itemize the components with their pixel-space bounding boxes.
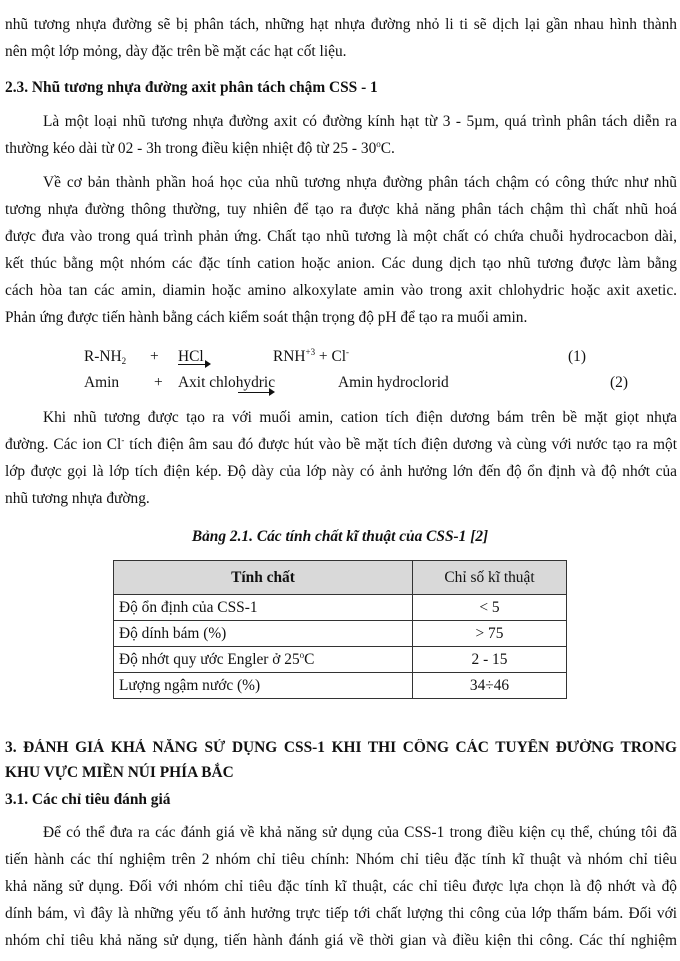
section-heading-3-1: 3.1. Các chỉ tiêu đánh giá [5, 791, 171, 808]
eq-product [273, 348, 349, 366]
text: Độ nhớt quy ước Engler ở 25 [119, 650, 300, 668]
text: thường kéo dài từ 02 - 3h trong điều kiện nhiệt độ từ 25 - 30 [5, 140, 377, 157]
eq-reagent: HCl [178, 348, 204, 365]
text: C. [380, 140, 395, 157]
property-cell: Lượng ngậm nước (%) [114, 673, 413, 699]
paragraph-line: kết thúc bằng một nhóm các đặc tính cation hoặc anion. Các dung dịch tạo nhũ tương được làm bằng [5, 255, 677, 272]
paragraph-line: Là một loại nhũ tương nhựa đường axit có đường kính hạt từ 3 - 5µm, quá trình phân tách diễn ra [43, 113, 677, 130]
eq-number: (1) [568, 348, 586, 365]
eq-plus: + [154, 374, 163, 391]
paragraph-line: Để có thể đưa ra các đánh giá về khả năng sử dụng của CSS-1 trong điều kiện cụ thể, chúng tôi đã [43, 824, 677, 841]
paragraph-line: tương nhựa đường thông thường, tuy nhiên để tạo ra được khả năng phân tách chậm thì chất nhũ hoá [5, 201, 677, 218]
superscript: - [121, 436, 125, 445]
table-header-row [114, 561, 567, 595]
eq-product: Amin hydroclorid [338, 374, 449, 391]
paragraph-line: Khi nhũ tương được tạo ra với muối amin, cation tích điện dương bám trên bề mặt giọt nhựa [43, 409, 677, 426]
paragraph-line: nên một lớp mỏng, dày đặc trên bề mặt các hạt cốt liệu. [5, 43, 347, 60]
paragraph-line [5, 140, 677, 158]
paragraph-line: nhũ tương nhựa đường. [5, 490, 150, 507]
properties-table [113, 560, 567, 699]
section-heading-3: 3. ĐÁNH GIÁ KHẢ NĂNG SỬ DỤNG CSS-1 KHI THI CÔNG CÁC TUYẾN ĐƯỜNG TRONG [5, 739, 677, 756]
table-row [114, 673, 567, 699]
paragraph-line: được đưa vào trong quá trình phản ứng. Chất tạo nhũ tương là một chất có chứa chuỗi hydrocacbon dài, [5, 228, 677, 245]
paragraph-line: lớp được gọi là lớp tích điện kép. Độ dày của lớp này có ảnh hưởng lớn đến độ ổn định và độ nhớt của [5, 463, 677, 480]
eq-number: (2) [610, 374, 628, 391]
superscript: - [346, 347, 349, 357]
paragraph-line: dính bám, vì đây là những yếu tố ảnh hưởng trực tiếp tới chất lượng thi công của lớp thấm bám. Đối với [5, 905, 677, 922]
paragraph-line: cách hòa tan các amin, diamin hoặc amino alkoxylate amin vào trong axit chlohydric hoặc axit axetic. [5, 282, 677, 299]
table-row [114, 621, 567, 647]
reaction-arrow-icon [238, 392, 270, 393]
table-row [114, 595, 567, 621]
eq-reactant [84, 348, 126, 366]
eq-plus: + [150, 348, 159, 365]
eq-reagent: Axit chlohydric [178, 374, 276, 391]
superscript: +3 [305, 347, 316, 357]
eq-reactant: Amin [84, 374, 120, 391]
section-heading-2-3: 2.3. Nhũ tương nhựa đường axit phân tách chậm CSS - 1 [5, 79, 378, 96]
property-cell [114, 647, 413, 673]
paragraph-line: tiến hành các thí nghiệm trên 2 nhóm chỉ tiêu chính: Nhóm chỉ tiêu đặc tính kĩ thuật và nhóm chỉ tiêu [5, 851, 677, 868]
column-header: Chỉ số kĩ thuật [413, 561, 567, 595]
text: RNH [273, 348, 306, 365]
superscript: o [299, 649, 305, 660]
table-row [114, 647, 567, 673]
paragraph-line: Về cơ bản thành phần hoá học của nhũ tương nhựa đường phân tách chậm có công thức như nhũ [43, 174, 677, 191]
paragraph-line [5, 436, 677, 454]
property-cell: Độ ổn định của CSS-1 [114, 595, 413, 621]
reaction-arrow-icon [178, 364, 206, 365]
table-caption: Bảng 2.1. Các tính chất kĩ thuật của CSS-1 [2] [191, 528, 489, 545]
text: + Cl [315, 348, 346, 365]
value-cell: 2 - 15 [413, 647, 567, 673]
column-header: Tính chất [114, 561, 413, 595]
text: R-NH [84, 348, 122, 365]
value-cell: < 5 [413, 595, 567, 621]
text: tích điện âm sau đó được hút vào bề mặt tích điện dương và cùng với nước tạo ra một [124, 436, 677, 453]
subscript: 2 [121, 356, 127, 366]
paragraph-line: nhũ tương nhựa đường sẽ bị phân tách, những hạt nhựa đường nhỏ li ti sẽ dịch lại gần nhau hình thành [5, 16, 677, 33]
paragraph-line: Phản ứng được tiến hành bằng cách kiểm soát thận trọng độ pH để tạo ra muối amin. [5, 309, 528, 326]
text: C [304, 650, 315, 668]
superscript: o [376, 139, 381, 149]
paragraph-line: khả năng sử dụng. Đối với nhóm chỉ tiêu đặc tính kĩ thuật, các chỉ tiêu được lựa chọn là độ nhớt và độ [5, 878, 677, 895]
paragraph-line: nhóm chỉ tiêu khả năng sử dụng, tiến hành đánh giá về thời gian và điều kiện thi công. Các thí nghiệm [5, 932, 677, 949]
text: đường. Các ion Cl [5, 436, 122, 453]
section-heading-3-cont: KHU VỰC MIỀN NÚI PHÍA BẮC [5, 764, 234, 781]
value-cell: > 75 [413, 621, 567, 647]
property-cell: Độ dính bám (%) [114, 621, 413, 647]
value-cell: 34÷46 [413, 673, 567, 699]
